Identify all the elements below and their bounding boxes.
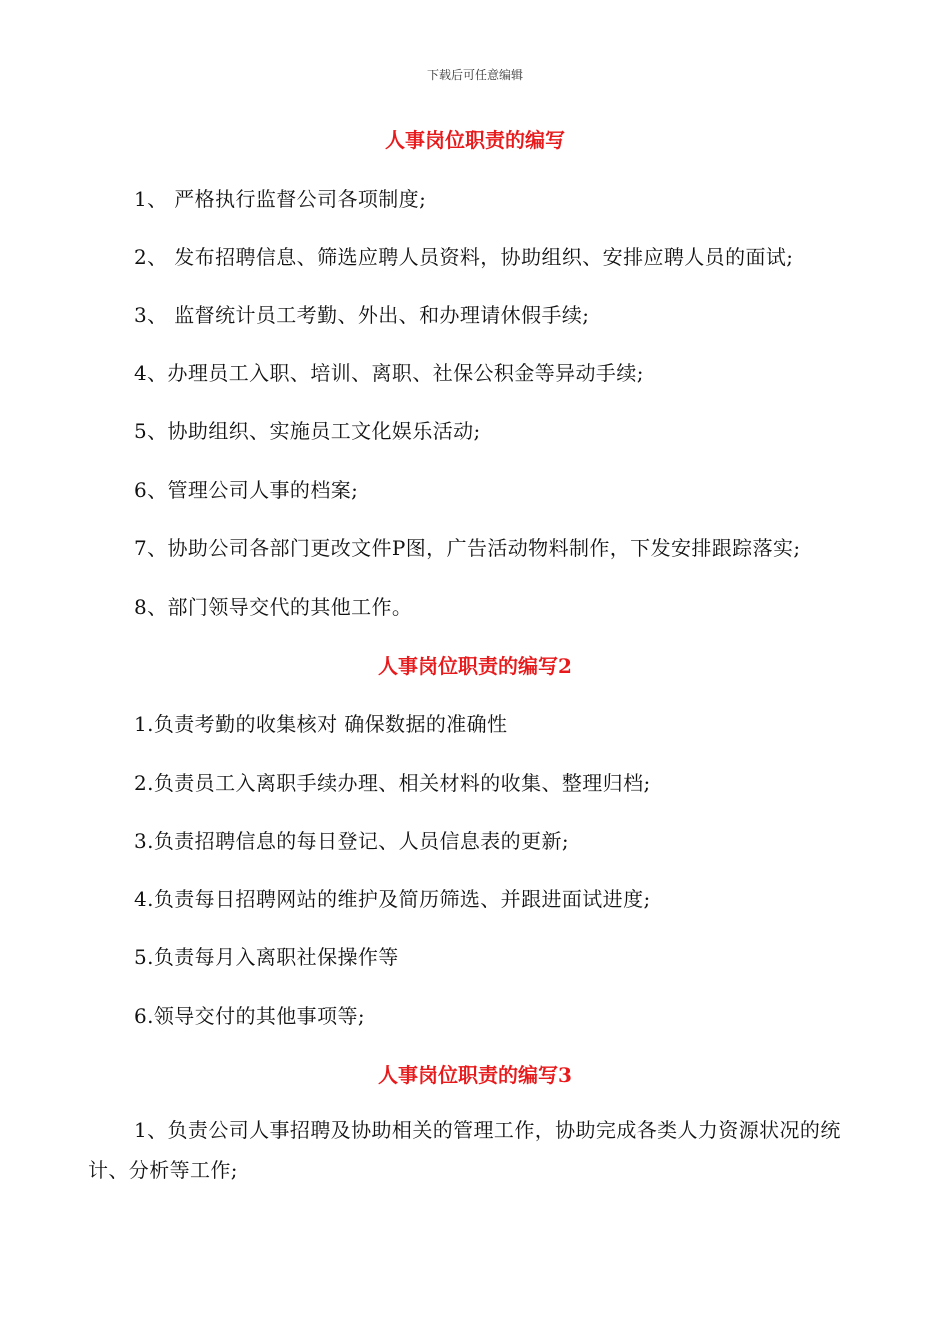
section-title-2: 人事岗位职责的编写2 (378, 654, 572, 678)
list-item: 5.负责每月入离职社保操作等 (134, 945, 399, 969)
header-note: 下载后可任意编辑 (426, 68, 523, 82)
list-item: 6、管理公司人事的档案; (134, 478, 359, 502)
list-item: 4.负责每日招聘网站的维护及简历筛选、并跟进面试进度; (134, 887, 651, 911)
list-item: 2、 发布招聘信息、筛选应聘人员资料，协助组织、安排应聘人员的面试; (134, 245, 794, 269)
section-title-1: 人事岗位职责的编写 (385, 128, 565, 152)
list-item: 4、办理员工入职、培训、离职、社保公积金等异动手续; (134, 361, 644, 385)
list-item: 3.负责招聘信息的每日登记、人员信息表的更新; (134, 829, 570, 853)
list-item: 1、 严格执行监督公司各项制度; (134, 187, 427, 211)
list-item: 1.负责考勤的收集核对 确保数据的准确性 (134, 712, 508, 736)
list-item: 7、协助公司各部门更改文件P图，广告活动物料制作，下发安排跟踪落实; (134, 536, 801, 560)
list-item: 8、部门领导交代的其他工作。 (134, 595, 413, 619)
body-paragraph: 1、负责公司人事招聘及协助相关的管理工作，协助完成各类人力资源状况的统计、分析等工作; (88, 1118, 841, 1182)
section-title-3: 人事岗位职责的编写3 (378, 1063, 572, 1087)
list-item: 2.负责员工入离职手续办理、相关材料的收集、整理归档; (134, 771, 651, 795)
list-item: 6.领导交付的其他事项等; (134, 1004, 366, 1028)
list-item: 5、协助组织、实施员工文化娱乐活动; (134, 419, 481, 443)
list-item: 3、 监督统计员工考勤、外出、和办理请休假手续; (134, 303, 590, 327)
